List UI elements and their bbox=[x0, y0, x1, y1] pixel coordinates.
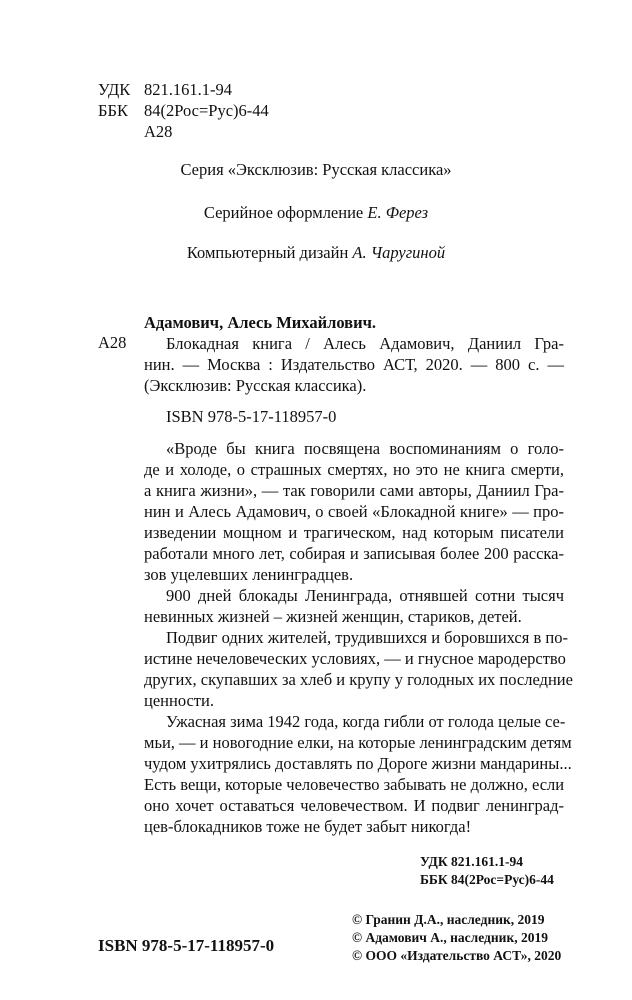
annotation-line: невинных жизней – жизней женщин, стариков, детей. bbox=[144, 607, 522, 626]
udk-label: УДК bbox=[98, 80, 131, 99]
footer-bbk: ББК 84(2Рос=Рус)6-44 bbox=[420, 872, 554, 887]
series-title: Серия «Эксклюзив: Русская классика» bbox=[180, 160, 452, 179]
annotation-line: Ужасная зима 1942 года, когда гибли от голода целые се- bbox=[166, 712, 566, 731]
record-line: нин. — Москва : Издательство АСТ, 2020. — 800 с. — bbox=[144, 355, 564, 374]
annotation-line: ценности. bbox=[144, 691, 214, 710]
annotation-line: истине нечеловеческих условиях, — и гнусное мародерство bbox=[144, 649, 566, 668]
record-line: Блокадная книга / Алесь Адамович, Даниил Гра- bbox=[166, 334, 564, 353]
serial-designer-name: Е. Ферез bbox=[367, 203, 429, 222]
bbk-value: 84(2Рос=Рус)6-44 bbox=[144, 101, 269, 120]
computer-design-label: Компьютерный дизайн bbox=[186, 243, 349, 262]
annotation-line: цев-блокадников тоже не будет забыт никогда! bbox=[144, 817, 472, 836]
annotation-line: Есть вещи, которые человечество забывать не должно, если bbox=[144, 775, 565, 794]
bbk-label: ББК bbox=[98, 101, 128, 120]
author-mark-top: А28 bbox=[144, 122, 173, 141]
computer-designer-name: А. Чаругиной bbox=[352, 243, 446, 262]
footer-udk: УДК 821.161.1-94 bbox=[420, 854, 523, 869]
annotation-line: оно хочет оставаться человечеством. И подвиг ленинград- bbox=[144, 796, 564, 815]
record-author-mark: А28 bbox=[98, 333, 127, 352]
serial-design-credit bbox=[0, 203, 632, 223]
annotation-line: нин и Алесь Адамович, о своей «Блокадной книге» — про- bbox=[144, 502, 564, 521]
computer-design-credit bbox=[0, 243, 632, 263]
annotation-line: а книга жизни», — так говорили сами авторы, Даниил Гра- bbox=[144, 481, 564, 500]
copyright-line: © ООО «Издательство АСТ», 2020 bbox=[352, 948, 562, 963]
annotation-line: мьи, — и новогодние елки, на которые ленинградским детям bbox=[144, 733, 572, 752]
copyright-line: © Адамович А., наследник, 2019 bbox=[352, 930, 548, 945]
annotation-line: зов уцелевших ленинградцев. bbox=[144, 565, 354, 584]
annotation-line: де и холоде, о страшных смертях, но это не книга смерти, bbox=[144, 460, 564, 479]
annotation-line: изведении мощном и трагическом, над которым писатели bbox=[144, 523, 564, 542]
annotation-line: других, скупавших за хлеб и крупу у голодных их последние bbox=[144, 670, 573, 689]
annotation-line: «Вроде бы книга посвящена воспоминаниям о голо- bbox=[166, 439, 564, 458]
record-isbn: ISBN 978-5-17-118957-0 bbox=[166, 407, 337, 426]
annotation-line: Подвиг одних жителей, трудившихся и боровшихся в по- bbox=[166, 628, 568, 647]
udk-value: 821.161.1-94 bbox=[144, 80, 232, 99]
copyright-line: © Гранин Д.А., наследник, 2019 bbox=[352, 912, 545, 927]
serial-design-label: Серийное оформление bbox=[203, 203, 364, 222]
annotation-line: 900 дней блокады Ленинграда, отнявшей сотни тысяч bbox=[166, 586, 564, 605]
record-line: (Эксклюзив: Русская классика). bbox=[144, 376, 367, 395]
annotation-line: работали много лет, собирая и записывая более 200 расска- bbox=[144, 544, 564, 563]
bottom-isbn: ISBN 978-5-17-118957-0 bbox=[98, 936, 275, 955]
author-heading: Адамович, Алесь Михайлович. bbox=[144, 313, 377, 332]
annotation-line: чудом ухитрялись доставлять по Дороге жизни мандарины... bbox=[144, 754, 572, 773]
